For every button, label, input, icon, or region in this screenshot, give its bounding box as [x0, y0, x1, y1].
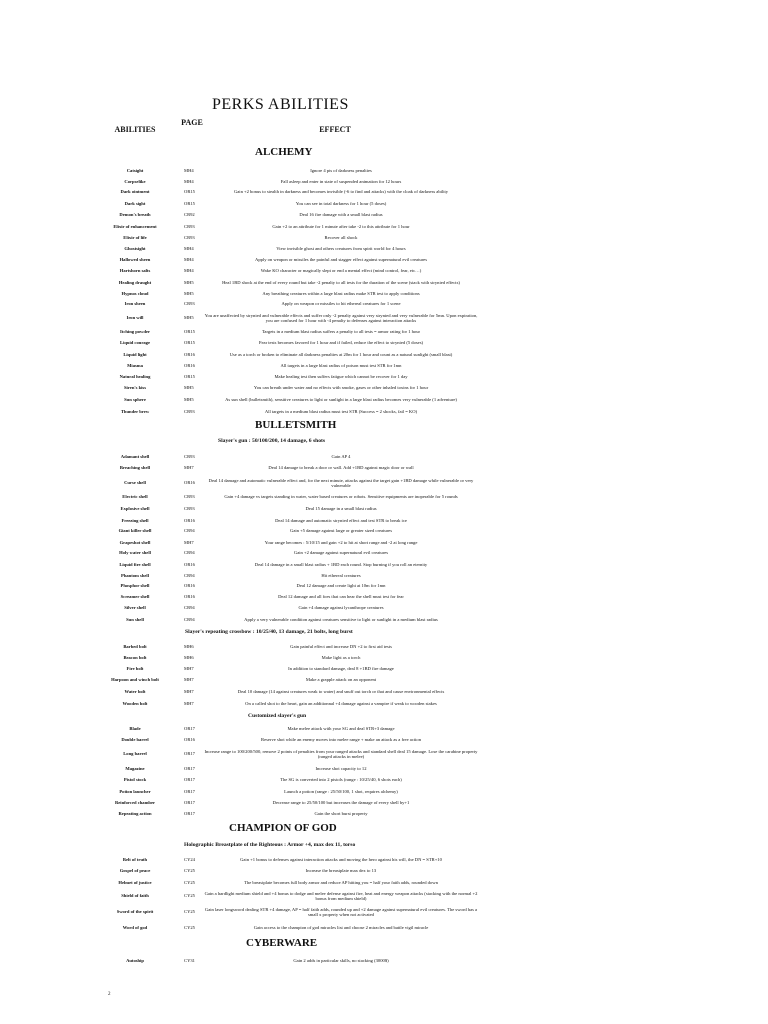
effect-text: Fear tests becomes favored for 1 hour and if failed, reduce the effect to strynied (5 doses) [258, 340, 424, 345]
page-reference: CY25 [184, 880, 195, 885]
effect-text: Deal 14 damage to break a door or wall. Add +1BD against magic door or wall [268, 465, 414, 470]
ability-name: Explosive shell [120, 506, 150, 511]
section-title-bulletsmith: BULLETSMITH [255, 419, 337, 431]
ability-name: Belt of truth [122, 857, 148, 862]
page-reference: OR17 [184, 800, 195, 805]
effect-text: Gain +4 damage against lycanthrope creatures [298, 605, 384, 610]
ability-name: Autoship [126, 958, 144, 963]
effect-text: All targets in a large blast radius of poison must test STR for 1mn [280, 363, 402, 368]
ability-name: Sword of the spirit [116, 909, 154, 914]
page-reference: CR93 [184, 454, 195, 459]
ability-name: Screamer shell [120, 594, 150, 599]
ability-name: Liquid courage [120, 340, 150, 345]
effect-text: The breastplate becomes full body armor and reduce AP hitting you = half your faith adds, rounded down [244, 880, 438, 885]
effect-text: As sun shell (bulletsmith), sensitive creatures to light or sunlight in a large blast radius becomes very vulnerable (1 adventure) [225, 397, 457, 402]
ability-name: Hypnos cloud [121, 291, 149, 296]
page-reference: MH5 [184, 385, 194, 390]
page-reference: OR16 [184, 562, 195, 567]
ability-name: Sun sphere [124, 397, 146, 402]
page-reference: CY25 [184, 925, 195, 930]
section-title-cyberware: CYBERWARE [246, 937, 318, 949]
ability-name: Hartshorn salts [119, 268, 151, 273]
page-reference: MH7 [184, 701, 194, 706]
effect-text: Make healing test then suffers fatigue which cannot be recover for 1 day [274, 374, 408, 379]
page-reference: MH7 [184, 677, 194, 682]
ability-name: Sun shell [126, 617, 144, 622]
ability-name: Miasma [127, 363, 143, 368]
ability-name: Dark sight [124, 201, 146, 206]
ability-name: Double barrel [121, 737, 149, 742]
section-title-alchemy: ALCHEMY [255, 146, 313, 158]
ability-name: Gospel of peace [119, 868, 151, 873]
page-reference: CR93 [184, 301, 195, 306]
ability-name: Wooden bolt [122, 701, 148, 706]
ability-name: Repeating action [118, 811, 152, 816]
page-reference: MH5 [184, 315, 194, 320]
effect-text: Fall asleep and enter in state of suspended animation for 12 hours [280, 179, 402, 184]
page-reference: CR93 [184, 494, 195, 499]
effect-text: Recover all shock [324, 235, 358, 240]
page-reference: CR93 [184, 224, 195, 229]
ability-name: Phosphor shell [120, 583, 150, 588]
ability-name: Barbed bolt [123, 644, 147, 649]
page-reference: OR15 [184, 329, 195, 334]
page-reference: OR17 [184, 751, 195, 756]
page-reference: OR16 [184, 352, 195, 357]
effect-text: Deal 14 damage and automatic vulnerable effect and, for the next minute, attacks against the target gain +1BD damage while vulnerable or very vulnerable [208, 477, 474, 488]
ability-name: Reinforced chamber [114, 800, 156, 805]
page-reference: OR17 [184, 726, 195, 731]
effect-text: You can see in total darkness for 1 hour (5 doses) [295, 201, 387, 206]
ability-name: Itching powder [120, 329, 150, 334]
effect-text: Use as a torch or broken to eliminate all darkness penalties at 20m for 1 hour and count as a natural sunlight (small blast) [229, 352, 453, 357]
page-reference: CY25 [184, 909, 195, 914]
effect-text: Make melee attack with your SG and deal STR+3 damage [287, 726, 395, 731]
effect-text: Wake KO character or magically slept or end a mental effect (mind control, fear, etc…) [260, 268, 422, 273]
effect-text: View invisible ghost and others creatures from spirit world for 4 hours [276, 246, 406, 251]
page-reference: CR94 [184, 550, 195, 555]
effect-text: Deal 14 damage in a small blast radius + 1BD each round. Stop burning if you roll an eternity [254, 562, 428, 567]
effect-text: Gain laser longsword dealing STR +4 damage, AP = half faith adds, rounded up and +2 damage against supernatural evil creatures. The sword has a small x property when not activated [204, 906, 478, 917]
column-header-effect: EFFECT [319, 125, 351, 134]
effect-text: Gain +1 bonus to defenses against interaction attacks and moving the hero against his will, the DN = STR+10 [240, 857, 442, 862]
effect-text: Apply on weapon or missiles the painful and stagger effect against supernatural evil creatures [255, 257, 427, 262]
page-reference: MH5 [184, 397, 194, 402]
effect-text: Any breathing creatures within a large blast radius make STR test to apply conditions [262, 291, 420, 296]
ability-name: Word of god [122, 925, 148, 930]
ability-name: Demon's breath [119, 212, 151, 217]
page-reference: MH4 [184, 257, 194, 262]
page-reference: MH5 [184, 280, 194, 285]
effect-text: Deal 12 damage and create light at 10m for 1mn [296, 583, 386, 588]
page-reference: OR16 [184, 594, 195, 599]
ability-name: Magazine [125, 766, 145, 771]
ability-name: Beacon bolt [123, 655, 147, 660]
effect-text: The SG is converted into 2 pistols (range : 10/25/40, 6 shots each) [280, 777, 402, 782]
page-reference: OR15 [184, 340, 195, 345]
ability-name: Pistol stock [123, 777, 147, 782]
effect-text: Gain a hardlight medium shield and +4 bonus to dodge and melee defense against fire, heat and energy weapon attacks (stacking with the normal +2 bonus from medium shield) [204, 890, 478, 901]
effect-text: Gain +2 damage against supernatural evil creatures [293, 550, 389, 555]
ability-name: Water bolt [124, 689, 146, 694]
page-reference: CR94 [184, 617, 195, 622]
subtitle-slayers-gun: Slayer's gun : 50/100/200, 14 damage, 6 shots [218, 438, 326, 444]
page-reference: CR93 [184, 506, 195, 511]
effect-text: Ignore 4 pts of darkness penalties [310, 168, 372, 173]
effect-text: Targets in a medium blast radius suffers a penalty to all tests = armor rating for 1 hour [261, 329, 421, 334]
effect-text: Increase range to 100/200/500, remove 2 points of penalties from your ranged attacks and standard shell deal 15 damage. Lose the carabine property (ranged attacks in melee) [204, 748, 478, 759]
ability-name: Holy water shell [119, 550, 151, 555]
effect-text: Reserve shot while an enemy moves into melee range + make an attack as a free action [261, 737, 421, 742]
effect-text: Gain +2 to an attribute for 1 minute after take -2 to this attribute for 1 hour [272, 224, 410, 229]
column-header-abilities: ABILITIES [114, 125, 156, 134]
ability-name: Freezing shell [121, 518, 149, 523]
ability-name: Elixir of life [123, 235, 147, 240]
page-reference: MH4 [184, 179, 194, 184]
ability-name: Giant killer shell [118, 528, 152, 533]
effect-text: On a called shot to the heart, gain an additionnal +4 damage against a vampire if weak to wooden stakes [245, 701, 437, 706]
ability-name: Shield of faith [121, 893, 149, 898]
ability-name: Liquid light [123, 352, 147, 357]
page-reference: MH7 [184, 689, 194, 694]
ability-name: Fire bolt [126, 666, 144, 671]
ability-name: Helmet of justice [118, 880, 152, 885]
effect-text: Your range becomes : 5/10/15 and gain +2 to hit at short range and -2 at long range [264, 540, 418, 545]
page-reference: OR16 [184, 737, 195, 742]
ability-name: Grapeshot shell [119, 540, 151, 545]
ability-name: Hallowed sheen [119, 257, 151, 262]
page-reference: MH4 [184, 168, 194, 173]
page-reference: OR16 [184, 480, 195, 485]
effect-text: In addition to standard damage, deal 8 +1BD fire damage [288, 666, 394, 671]
page-title: PERKS ABILITIES [212, 96, 349, 113]
page-reference: OR15 [184, 201, 195, 206]
effect-text: Make a grapple attack on an opponent [305, 677, 377, 682]
effect-text: Increase the breastplate max dex to 13 [305, 868, 377, 873]
effect-text: All targets in a medium blast radius must test STR (Success = 2 shocks, fail = KO) [264, 409, 418, 414]
ability-name: Healing draught [118, 280, 152, 285]
page-reference: MH7 [184, 465, 194, 470]
page-number: 2 [108, 992, 111, 997]
section-title-champion-of-god: CHAMPION OF GOD [229, 822, 337, 834]
effect-text: Gain painful effect and increase DN +2 to first aid tests [290, 644, 392, 649]
page-reference: CR93 [184, 409, 195, 414]
page-reference: OR16 [184, 518, 195, 523]
effect-text: Apply on weapon or missiles to hit ethereal creatures for 1 scene [281, 301, 401, 306]
ability-name: Ghostsight [124, 246, 146, 251]
effect-text: Hit ethereal creatures [321, 573, 361, 578]
ability-name: Iron will [126, 315, 144, 320]
ability-name: Natural healing [119, 374, 151, 379]
effect-text: Gain access to the champion of god miracles list and choose 2 miracles and battle vigil miracle [253, 925, 429, 930]
effect-text: Gain +5 damage against large or greater sized creatures [290, 528, 392, 533]
effect-text: Gain +2 bonus to stealth in darkness and becomes invisible (-6 to find and attacks) with the cloak of darkness ability [233, 189, 449, 194]
page-reference: OR17 [184, 766, 195, 771]
page-reference: OR16 [184, 583, 195, 588]
effect-text: You are unaffected by strynied and vulnerable effects and suffer only -2 penalty against very strynied and very vulnerable for 5mn. Upon expiration, you are confused for 1 hour with -4 penalty to defenses against interaction attacks [204, 312, 478, 323]
effect-text: Deal 16 fire damage with a small blast radius [299, 212, 383, 217]
page-reference: OR17 [184, 789, 195, 794]
ability-name: Adamant shell [120, 454, 150, 459]
page-reference: CY24 [184, 857, 195, 862]
effect-text: Deal 15 damage in a small blast radius [305, 506, 377, 511]
ability-name: Dark ointment [120, 189, 150, 194]
effect-text: Apply a very vulnerable condition against creatures sensitive to light or sunlight in a medium blast radius [244, 617, 438, 622]
effect-text: Deal 14 damage and automatic strynied effect and test STR to break ice [275, 518, 407, 523]
subtitle-repeating-crossbow: Slayer's repeating crossbow : 10/25/40, 13 damage, 21 bolts, long burst [185, 629, 353, 635]
page-reference: MH4 [184, 246, 194, 251]
page-reference: MH6 [184, 655, 194, 660]
ability-name: Liquid fire shell [119, 562, 151, 567]
page-reference: CR94 [184, 605, 195, 610]
effect-text: Decrease range to 25/50/100 but increases the damage of every shell by+1 [272, 800, 410, 805]
ability-name: Corpselike [124, 179, 146, 184]
page-reference: CR93 [184, 235, 195, 240]
page-reference: CY31 [184, 958, 195, 963]
page-reference: CR92 [184, 212, 195, 217]
page-reference: OR17 [184, 777, 195, 782]
ability-name: Phantom shell [121, 573, 149, 578]
page-reference: CY25 [184, 893, 195, 898]
ability-name: Long barrel [123, 751, 147, 756]
page-reference: OR15 [184, 374, 195, 379]
page-reference: OR17 [184, 811, 195, 816]
effect-text: Gain the short burst property [314, 811, 368, 816]
page-reference: OR16 [184, 363, 195, 368]
ability-name: Curse shell [124, 480, 146, 485]
effect-text: Gain +4 damage vs targets standing in water, water based creatures or robots. Sensitive equipments are inoperable for 5 rounds [224, 494, 458, 499]
subtitle-customized-gun: Customized slayer's gun [248, 713, 307, 719]
effect-text: Gain 2 adds in particular skills, no stacking (3000$) [293, 958, 389, 963]
page-reference: MH7 [184, 540, 194, 545]
subtitle-breastplate: Holographic Breastplate of the Righteous : Armor +4, max dex 11, torso [184, 842, 356, 848]
ability-name: Potion launcher [119, 789, 151, 794]
ability-name: Blade [129, 726, 141, 731]
effect-text: Increase shot capacity to 12 [315, 766, 367, 771]
ability-name: Iron sheen [124, 301, 146, 306]
ability-name: Harpoon and winch bolt [111, 677, 159, 682]
page-reference: MH4 [184, 268, 194, 273]
ability-name: Elixir of enhancement [113, 224, 157, 229]
page-reference: OR15 [184, 189, 195, 194]
column-header-page: PAGE [181, 118, 203, 127]
ability-name: Thunder brew [120, 409, 150, 414]
ability-name: Electric shell [122, 494, 148, 499]
page-reference: MH7 [184, 666, 194, 671]
page-reference: CR94 [184, 528, 195, 533]
ability-name: Silver shell [124, 605, 146, 610]
page-reference: CY25 [184, 868, 195, 873]
ability-name: Siren's kiss [124, 385, 146, 390]
effect-text: Gain AP 4 [331, 454, 351, 459]
effect-text: Make light as a torch [321, 655, 361, 660]
page-reference: MH5 [184, 291, 194, 296]
effect-text: You can breath under water and no effects with smoke, gases or other inhaled toxins for 1 hour [253, 385, 429, 390]
page-reference: MH6 [184, 644, 194, 649]
effect-text: Deal 12 damage and all foes that can hear the shell must test for fear [278, 594, 404, 599]
effect-text: Deal 10 damage (14 against creatures weak to water) and snuff out torch or that and cause environmental effects [237, 689, 445, 694]
effect-text: Heal 1BD shock at the end of every round but take -2 penalty to all tests for the duration of the scene (stack with strynied effects) [222, 280, 460, 285]
ability-name: Breaching shell [119, 465, 151, 470]
effect-text: Launch a potion (range : 25/50/100, 1 shot, requires alchemy) [284, 789, 398, 794]
ability-name: Catsight [126, 168, 144, 173]
page-reference: CR94 [184, 573, 195, 578]
